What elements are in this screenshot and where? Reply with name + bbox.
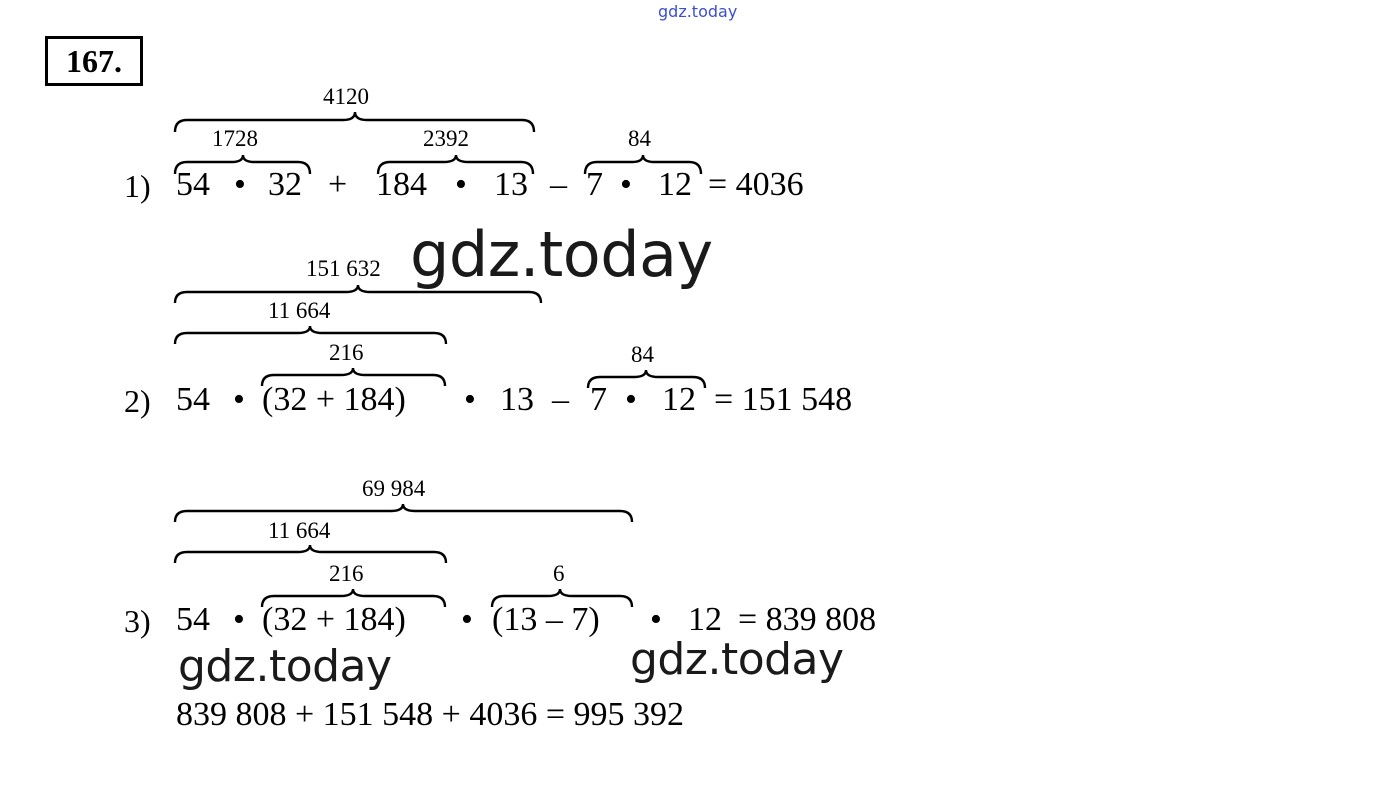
overbrace-value: 216	[329, 340, 364, 365]
term: (13 – 7)	[492, 601, 600, 638]
overbrace-3-mid	[175, 545, 446, 563]
overbrace-value: 84	[631, 342, 654, 367]
overbrace-value: 151 632	[306, 256, 381, 281]
operator: •	[233, 381, 245, 418]
overbrace-value: 4120	[323, 84, 369, 109]
item-label: 2)	[124, 383, 151, 419]
overbrace-value: 2392	[423, 126, 469, 151]
problem-number: 167.	[45, 36, 143, 86]
term: 13	[494, 166, 528, 203]
operator: •	[455, 166, 467, 203]
watermark-bottom-left: gdz.today	[178, 641, 392, 692]
term: 7	[586, 166, 603, 203]
overbrace-value: 1728	[212, 126, 258, 151]
operator: •	[625, 381, 637, 418]
result: = 151 548	[714, 381, 853, 418]
term: (32 + 184)	[262, 601, 406, 638]
operator: •	[650, 601, 662, 638]
operator: –	[552, 381, 569, 418]
operator: •	[233, 601, 245, 638]
watermark-top[interactable]: gdz.today	[658, 2, 738, 21]
overbrace-value: 11 664	[268, 298, 331, 323]
term: 12	[658, 166, 692, 203]
term: 32	[268, 166, 302, 203]
overbrace-2-mid	[175, 326, 446, 344]
result: = 839 808	[738, 601, 877, 638]
overbrace-value: 69 984	[362, 476, 426, 501]
watermark-center: gdz.today	[410, 218, 713, 291]
term: 184	[376, 166, 427, 203]
operator: •	[464, 381, 476, 418]
term: 54	[176, 601, 210, 638]
overbrace-3-outer	[175, 504, 632, 522]
item-label: 3)	[124, 603, 151, 639]
term: (32 + 184)	[262, 381, 406, 418]
overbrace-value: 11 664	[268, 518, 331, 543]
overbrace-value: 84	[628, 126, 651, 151]
operator: •	[620, 166, 632, 203]
overbrace-value: 216	[329, 561, 364, 586]
operator: +	[328, 166, 348, 203]
term: 54	[176, 166, 210, 203]
item-label: 1)	[124, 168, 151, 204]
operator: –	[550, 166, 567, 203]
operator: •	[461, 601, 473, 638]
term: 54	[176, 381, 210, 418]
term: 12	[688, 601, 722, 638]
term: 7	[590, 381, 607, 418]
total-line: 839 808 + 151 548 + 4036 = 995 392	[176, 696, 685, 733]
result: = 4036	[708, 166, 804, 203]
term: 12	[662, 381, 696, 418]
watermark-bottom-right: gdz.today	[630, 634, 844, 685]
term: 13	[500, 381, 534, 418]
operator: •	[234, 166, 246, 203]
overbrace-value: 6	[553, 561, 565, 586]
